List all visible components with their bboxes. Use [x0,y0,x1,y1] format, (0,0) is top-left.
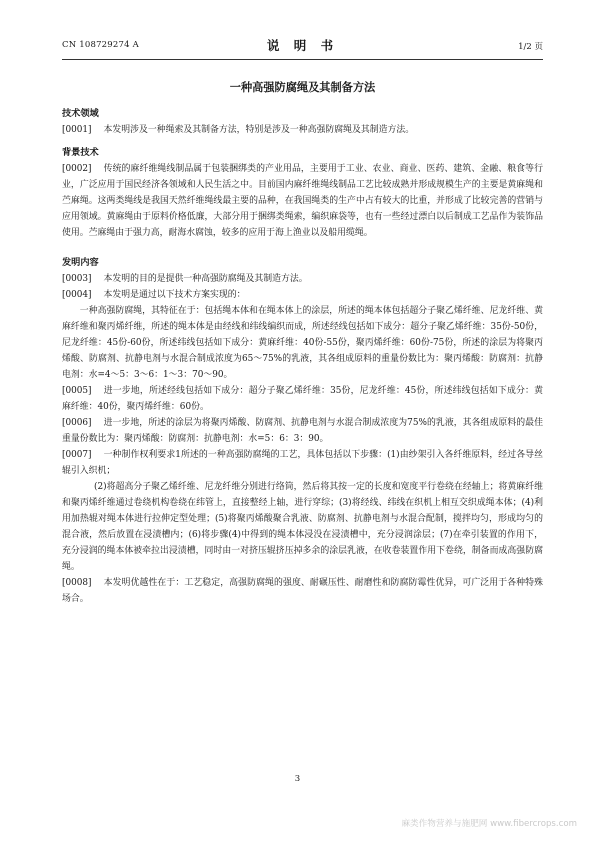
paragraph-text: 本发明是通过以下技术方案实现的： [103,290,246,300]
document-type-title: 说 明 书 [266,38,339,53]
paragraph-number: [0007] [62,450,92,460]
paragraph-0008 [62,575,543,607]
paragraph-text: 本发明涉及一种绳索及其制备方法，特别是涉及一种高强防腐绳及其制造方法。 [103,125,415,135]
section-heading-background: 背景技术 [62,147,99,158]
section-heading-invention: 发明内容 [62,257,99,268]
paragraph-number: [0005] [62,386,92,396]
page-header [62,36,543,56]
paragraph-number: [0003] [62,274,92,284]
paragraph-0006 [62,415,543,447]
paragraph-0002 [62,161,543,241]
paragraph-text: 进一步地，所述的涂层为将聚丙烯酸、防腐剂、抗静电剂与水混合制成浓度为75%的乳液，其各组成原料的最佳重量份数比为：聚丙烯酸：防腐剂：抗静电剂：水=5：6：3：90。 [62,418,543,444]
paragraph-number: [0008] [62,578,92,588]
paragraph-number: [0002] [62,164,92,174]
document-body [62,106,543,607]
section-heading-tech-field: 技术领域 [62,108,99,119]
publication-number: CN 108729274 A [62,40,139,50]
paragraph-0005 [62,383,543,415]
page-indicator: 1/2 页 [518,42,543,52]
paragraph-number: [0001] [62,125,92,135]
paragraph-number: [0004] [62,290,92,300]
paragraph-0004 [62,287,543,303]
paragraph-0007 [62,447,543,479]
paragraph-text: 一种制作权利要求1所述的一种高强防腐绳的工艺，具体包括以下步骤：(1)由纱架引入各纤维原料，经过各导丝辊引入织机； [62,450,543,476]
header-divider [62,59,543,60]
paragraph-0003 [62,271,543,287]
paragraph-number: [0006] [62,418,92,428]
paragraph-text: 进一步地，所述经线包括如下成分：超分子聚乙烯纤维：35份，尼龙纤维：45份，所述纬线包括如下成分：黄麻纤维：40份，聚丙烯纤维：60份。 [62,386,543,412]
document-title: 一种高强防腐绳及其制备方法 [229,80,376,94]
paragraph-0004-body: 一种高强防腐绳，其特征在于：包括绳本体和在绳本体上的涂层，所述的绳本体包括超分子聚乙烯纤维、尼龙纤维、黄麻纤维和聚丙烯纤维，所述的绳本体是由经线和纬线编织而成，所述经线包括如下成分：超分子聚乙烯纤维：35份-50份，尼龙纤维：45份-60份，所述纬线包括如下成分：黄麻纤维：40份-55份，聚丙烯纤维：60份-75份，所述的涂层为将聚丙烯酸、防腐剂、抗静电剂与水混合制成浓度为65～75%的乳液，其各组成原料的重量份数比为：聚丙烯酸：防腐剂：抗静电剂：水=4～5：3～6：1～3：70～90。 [62,306,543,380]
paragraph-text: 本发明的目的是提供一种高强防腐绳及其制造方法。 [103,274,308,284]
paragraph-text: 本发明优越性在于：工艺稳定，高强防腐绳的强度、耐碾压性、耐磨性和防腐防霉性优异，可广泛用于各种特殊场合。 [62,578,543,604]
watermark: 麻类作物营养与施肥网 www.fibercrops.com [401,819,577,829]
paragraph-0007-steps: (2)将超高分子聚乙烯纤维、尼龙纤维分别进行络筒，然后将其按一定的长度和宽度平行卷绕在经轴上；将黄麻纤维和聚丙烯纤维通过卷绕机构卷绕在纬管上，直接整经上轴，进行穿综；(3)将经线、纬线在织机上相互交织成绳本体；(4)利用加热辊对绳本体进行拉伸定型处理；(5)将聚丙烯酸聚合乳液、防腐剂、抗静电剂与水混合配制，搅拌均匀，形成均匀的混合液，然后放置在浸渍槽内；(6)将步骤(4)中得到的绳本体浸没在浸渍槽中，充分浸润涂层；(7)在牵引装置的作用下，充分浸润的绳本体被牵拉出浸渍槽，同时由一对挤压辊挤压掉多余的涂层乳液，在收卷装置作用下卷绕，制备而成高强防腐绳。 [62,482,543,572]
paragraph-text: 传统的麻纤维绳线制品属于包装捆绑类的产业用品，主要用于工业、农业、商业、医药、建筑、金融、粮食等行业，广泛应用于国民经济各领域和人民生活之中。目前国内麻纤维绳线制品工艺比较成熟并形成规模生产的主要是黄麻绳和苎麻绳。这两类绳线是我国天然纤维绳线最主要的品种，在我国绳类的生产中占有较大的比重，并形成了比较完善的营销与应用领域。黄麻绳由于原料价格低廉，大部分用于捆绑类绳索，编织麻袋等，也有一些经过漂白以后制成工艺品作为装饰品使用。苎麻绳由于强力高，耐海水腐蚀，较多的应用于海上渔业以及船用缆绳。 [62,164,543,238]
page-number: 3 [294,774,301,784]
paragraph-0001 [62,122,543,138]
